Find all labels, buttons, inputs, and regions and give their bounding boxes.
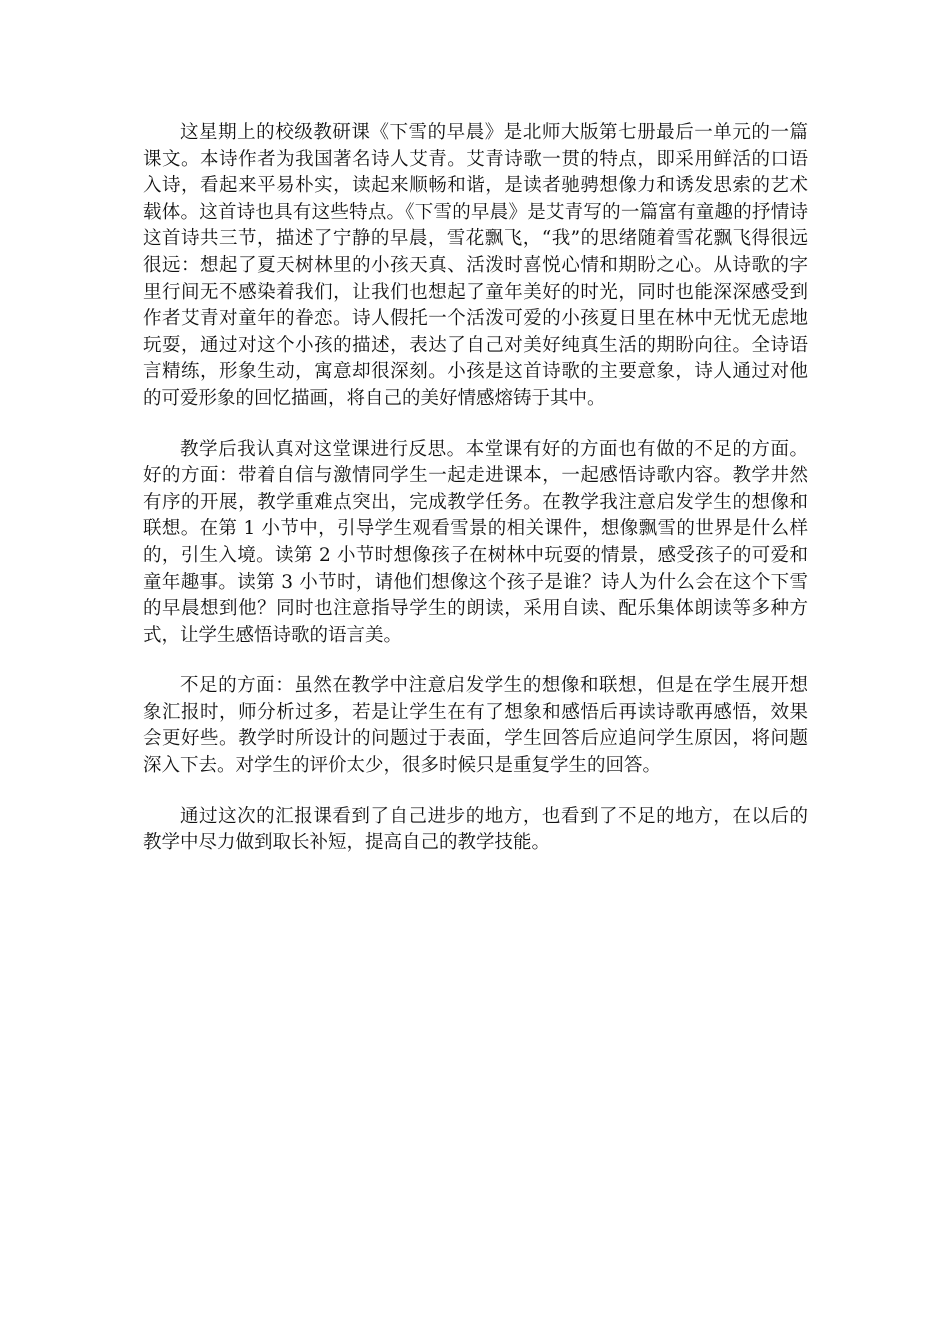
document-body: [143, 120, 808, 881]
paragraph-2: 教学后我认真对这堂课进行反思。本堂课有好的方面也有做的不足的方面。好的方面：带着自信与激情同学生一起走进课本，一起感悟诗歌内容。教学井然有序的开展，教学重难点突出，完成教学任务。在教学我注意启发学生的想像和联想。在第 1 小节中，引导学生观看雪景的相关课件，想像飘雪的世界是什么样的，引生入境。读第 2 小节时想像孩子在树林中玩耍的情景，感受孩子的可爱和童年趣事。读第 3 小节时，请他们想像这个孩子是谁？诗人为什么会在这个下雪的早晨想到他？同时也注意指导学生的朗读，采用自读、配乐集体朗读等多种方式，让学生感悟诗歌的语言美。: [143, 438, 808, 646]
paragraph-3: 不足的方面：虽然在教学中注意启发学生的想像和联想，但是在学生展开想象汇报时，师分析过多，若是让学生在有了想象和感悟后再读诗歌再感悟，效果会更好些。教学时所设计的问题过于表面，学生回答后应追问学生原因，将问题深入下去。对学生的评价太少，很多时候只是重复学生的回答。: [143, 675, 808, 777]
paragraph-4: 通过这次的汇报课看到了自己进步的地方，也看到了不足的地方，在以后的教学中尽力做到取长补短，提高自己的教学技能。: [143, 805, 808, 854]
paragraph-1: 这星期上的校级教研课《下雪的早晨》是北师大版第七册最后一单元的一篇课文。本诗作者为我国著名诗人艾青。艾青诗歌一贯的特点，即采用鲜活的口语入诗，看起来平易朴实，读起来顺畅和谐，是读者驰骋想像力和诱发思索的艺术载体。这首诗也具有这些特点。《下雪的早晨》是艾青写的一篇富有童趣的抒情诗这首诗共三节，描述了宁静的早晨，雪花飘飞，“我”的思绪随着雪花飘飞得很远很远：想起了夏天树林里的小孩天真、活泼时喜悦心情和期盼之心。从诗歌的字里行间无不感染着我们，让我们也想起了童年美好的时光，同时也能深深感受到作者艾青对童年的眷恋。诗人假托一个活泼可爱的小孩夏日里在林中无忧无虑地玩耍，通过对这个小孩的描述，表达了自己对美好纯真生活的期盼向往。全诗语言精练，形象生动，寓意却很深刻。小孩是这首诗歌的主要意象，诗人通过对他的可爱形象的回忆描画，将自己的美好情感熔铸于其中。: [143, 122, 808, 409]
